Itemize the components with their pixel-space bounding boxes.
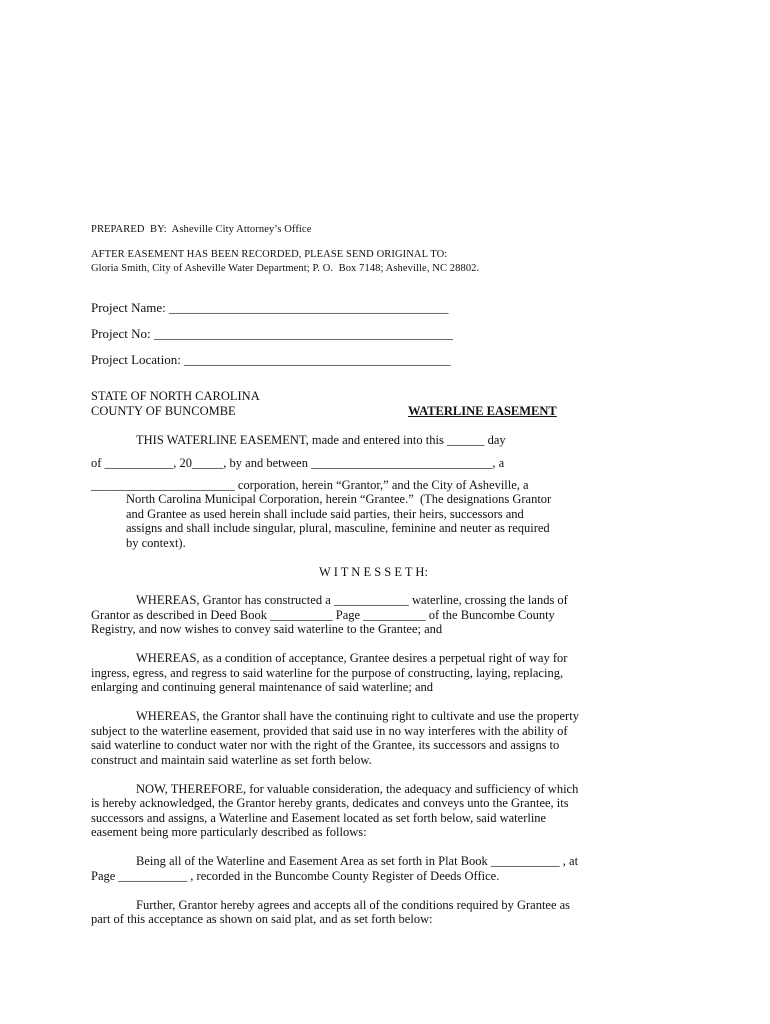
after-recorded-notice: AFTER EASEMENT HAS BEEN RECORDED, PLEASE SEND ORIGINAL TO: — [91, 249, 448, 260]
now-therefore-line-2: is hereby acknowledged, the Grantor hereby grants, dedicates and conveys unto the Grantee, its — [91, 796, 569, 810]
state-line: STATE OF NORTH CAROLINA — [91, 389, 260, 403]
prepared-by: PREPARED BY: Asheville City Attorney’s Office — [91, 224, 312, 235]
now-therefore-line-4: easement being more particularly described as follows: — [91, 825, 367, 839]
county-line: COUNTY OF BUNCOMBE — [91, 404, 236, 418]
being-all-line-1: Being all of the Waterline and Easement Area as set forth in Plat Book ___________ , at — [136, 854, 579, 868]
whereas-3-line-4: construct and maintain said waterline as set forth below. — [91, 753, 372, 767]
now-therefore-line-3: successors and assigns, a Waterline and Easement located as set forth below, said waterline — [91, 811, 547, 825]
project-name-field: Project Name: ___________________________________________ — [91, 300, 449, 315]
whereas-1-line-1: WHEREAS, Grantor has constructed a ____________ waterline, crossing the lands of — [136, 593, 568, 607]
whereas-3-line-3: said waterline to conduct water nor with the right of the Grantee, its successors and assigns to — [91, 738, 560, 752]
being-all-line-2: Page ___________ , recorded in the Buncombe County Register of Deeds Office. — [91, 869, 500, 883]
whereas-1-line-2: Grantor as described in Deed Book __________ Page __________ of the Buncombe County — [91, 608, 555, 622]
now-therefore-line-1: NOW, THEREFORE, for valuable consideration, the adequacy and sufficiency of which — [136, 782, 579, 796]
intro-line-5: and Grantee as used herein shall include said parties, their heirs, successors and — [126, 507, 524, 521]
project-number-field: Project No: ______________________________________________ — [91, 326, 453, 341]
whereas-1-line-3: Registry, and now wishes to convey said waterline to the Grantee; and — [91, 622, 443, 636]
intro-line-7: by context). — [126, 536, 186, 550]
intro-line-2: of ___________, 20_____, by and between _____________________________, a — [91, 456, 505, 470]
further-line-2: part of this acceptance as shown on said plat, and as set forth below: — [91, 912, 433, 926]
whereas-3-line-1: WHEREAS, the Grantor shall have the continuing right to cultivate and use the property — [136, 709, 579, 723]
project-location-field: Project Location: _________________________________________ — [91, 352, 451, 367]
send-to-address: Gloria Smith, City of Asheville Water Department; P. O. Box 7148; Asheville, NC 28802. — [91, 263, 480, 274]
witnesseth-heading: W I T N E S S E T H: — [319, 565, 428, 579]
intro-line-3: _______________________ corporation, herein “Grantor,” and the City of Asheville, a — [91, 478, 529, 492]
whereas-2-line-2: ingress, egress, and regress to said waterline for the purpose of constructing, laying, replacing, — [91, 666, 564, 680]
intro-line-1: THIS WATERLINE EASEMENT, made and entered into this ______ day — [136, 433, 506, 447]
whereas-2-line-3: enlarging and continuing general maintenance of said waterline; and — [91, 680, 434, 694]
intro-line-6: assigns and shall include singular, plural, masculine, feminine and neuter as required — [126, 521, 550, 535]
whereas-2-line-1: WHEREAS, as a condition of acceptance, Grantee desires a perpetual right of way for — [136, 651, 568, 665]
intro-line-4: North Carolina Municipal Corporation, herein “Grantee.” (The designations Grantor — [126, 492, 552, 506]
further-line-1: Further, Grantor hereby agrees and accepts all of the conditions required by Grantee as — [136, 898, 571, 912]
whereas-3-line-2: subject to the waterline easement, provided that said use in no way interferes with the ability of — [91, 724, 568, 738]
document-title: WATERLINE EASEMENT — [408, 404, 557, 418]
